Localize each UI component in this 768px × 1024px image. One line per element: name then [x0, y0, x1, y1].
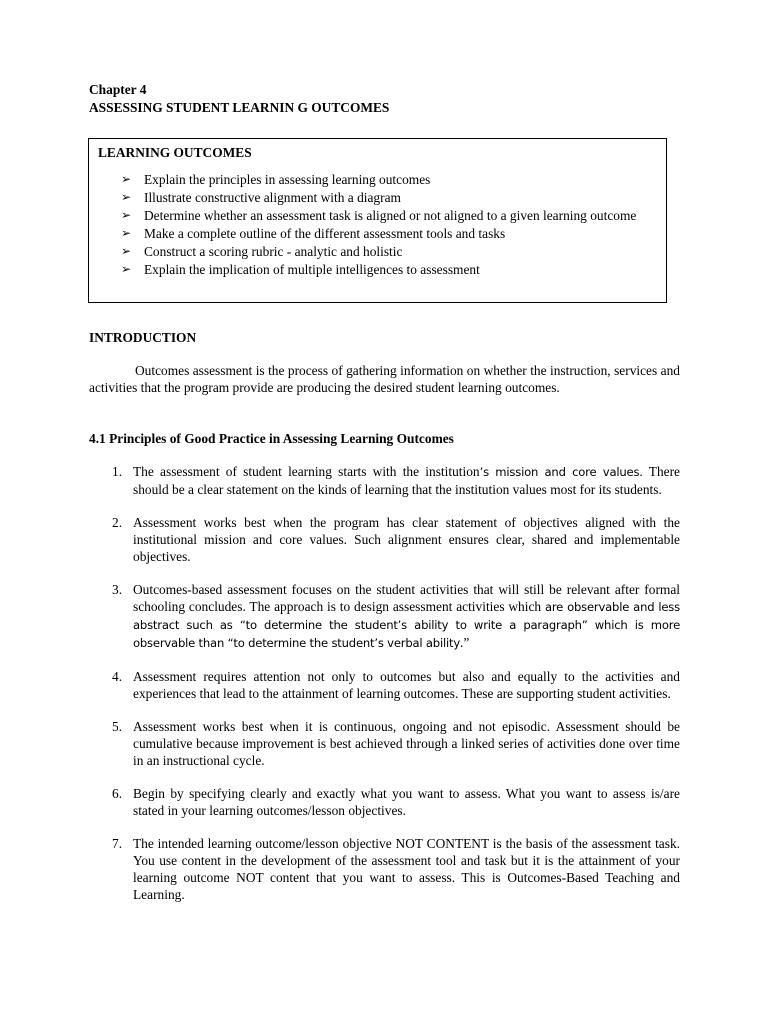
- learning-outcomes-list: [121, 171, 659, 279]
- list-item: [112, 718, 680, 769]
- principle-text: [133, 581, 680, 652]
- learning-outcome-text: Explain the implication of multiple intelligences to assessment: [144, 262, 480, 277]
- principle-text: Assessment works best when the program has clear statement of objectives aligned with the institutional mission and core values. Such alignment ensures clear, shared and implementable objectives.: [133, 515, 680, 564]
- section-heading: 4.1 Principles of Good Practice in Assessing Learning Outcomes: [89, 431, 454, 446]
- list-number: 1.: [112, 464, 123, 479]
- introduction-heading: INTRODUCTION: [89, 330, 197, 345]
- principle-text-part: .”: [460, 635, 470, 650]
- list-item: [112, 581, 680, 652]
- learning-outcome-text: Determine whether an assessment task is aligned or not aligned to a given learning outcome: [144, 208, 637, 223]
- learning-outcomes-heading: LEARNING OUTCOMES: [98, 145, 252, 160]
- principle-text: Assessment requires attention not only to outcomes but also and equally to the activities and experiences that lead to the attainment of learning outcomes. These are supporting student activities.: [133, 669, 680, 701]
- right-arrowhead-icon: ➢: [121, 172, 132, 186]
- introduction-paragraph: Outcomes assessment is the process of gathering information on whether the instruction, services and activities that the program provide are producing the desired student learning outcomes.: [89, 363, 680, 395]
- learning-outcome-text: Illustrate constructive alignment with a diagram: [144, 190, 401, 205]
- list-item: [112, 463, 680, 498]
- list-number: 7.: [112, 836, 123, 851]
- list-item: [112, 514, 680, 565]
- list-item: [121, 243, 659, 260]
- list-item: [121, 189, 659, 206]
- list-item: [112, 785, 680, 819]
- principle-text-part: are observable and less abstract such as “to determine the student’s ability to write a paragraph” which is more observable than “to determine the student’s verbal ability: [133, 600, 680, 650]
- list-item: [112, 835, 680, 903]
- list-item: [121, 225, 659, 242]
- list-item: [112, 668, 680, 702]
- chapter-title: ASSESSING STUDENT LEARNIN G OUTCOMES: [89, 100, 390, 115]
- list-number: 6.: [112, 786, 123, 801]
- list-item: [121, 261, 659, 278]
- principle-text-part: The assessment of student learning starts with the institution: [133, 464, 480, 479]
- list-item: [121, 207, 659, 224]
- principle-text: The intended learning outcome/lesson objective NOT CONTENT is the basis of the assessment task. You use content in the development of the assessment tool and task but it is the attainment of your learning outcome NOT content that you want to assess. This is Outcomes-Based Teaching and Learning.: [133, 836, 680, 902]
- list-number: 4.: [112, 669, 123, 684]
- right-arrowhead-icon: ➢: [121, 226, 132, 240]
- list-item: [121, 171, 659, 188]
- learning-outcomes-box: [88, 138, 667, 303]
- principle-text: Assessment works best when it is continuous, ongoing and not episodic. Assessment should be cumulative because improvement is best achieved through a linked series of activities done over time in an instructional cycle.: [133, 719, 680, 768]
- principle-text: Begin by specifying clearly and exactly what you want to assess. What you want to assess is/are stated in your learning outcomes/lesson objectives.: [133, 786, 680, 818]
- principle-text: [133, 463, 680, 498]
- principle-text-part: ’s mission and core values.: [479, 465, 643, 479]
- learning-outcome-text: Explain the principles in assessing learning outcomes: [144, 172, 431, 187]
- right-arrowhead-icon: ➢: [121, 244, 132, 258]
- right-arrowhead-icon: ➢: [121, 262, 132, 276]
- right-arrowhead-icon: ➢: [121, 190, 132, 204]
- list-number: 2.: [112, 515, 123, 530]
- learning-outcome-text: Make a complete outline of the different assessment tools and tasks: [144, 226, 506, 241]
- list-number: 3.: [112, 582, 123, 597]
- principles-list: [112, 463, 680, 919]
- list-number: 5.: [112, 719, 123, 734]
- principle-text-part: Outcomes-based assessment focuses on the student activities that will still be relevant after formal schooling concludes. The approach is to design assessment activities which: [133, 582, 680, 614]
- learning-outcome-text: Construct a scoring rubric - analytic and holistic: [144, 244, 403, 259]
- chapter-label: Chapter 4: [89, 82, 147, 97]
- principle-text-part: There should be a clear statement on the kinds of learning that the institution values most for its students.: [133, 464, 680, 497]
- right-arrowhead-icon: ➢: [121, 208, 132, 222]
